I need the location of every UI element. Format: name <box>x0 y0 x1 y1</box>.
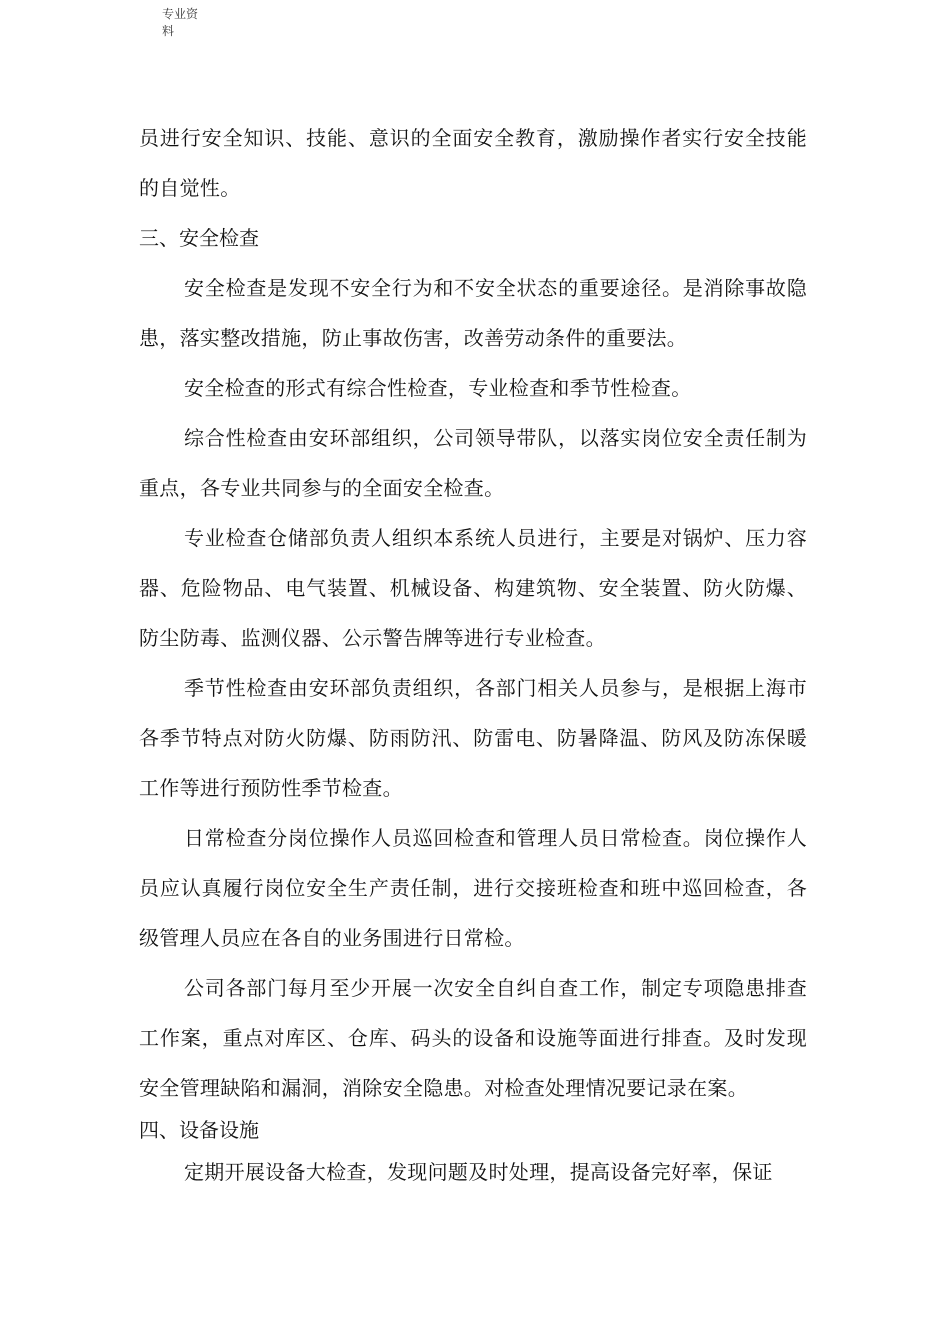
paragraph-education: 员进行安全知识、技能、意识的全面安全教育，激励操作者实行安全技能的自觉性。 <box>139 126 807 200</box>
paragraph-comprehensive-inspection: 综合性检查由安环部组织，公司领导带队，以落实岗位安全责任制为重点，各专业共同参与的全面安全检查。 <box>139 426 807 500</box>
paragraph-inspection-purpose: 安全检查是发现不安全行为和不安全状态的重要途径。是消除事故隐患，落实整改措施，防止事故伤害，改善劳动条件的重要法。 <box>139 276 807 350</box>
paragraph-daily-inspection: 日常检查分岗位操作人员巡回检查和管理人员日常检查。岗位操作人员应认真履行岗位安全生产责任制，进行交接班检查和班中巡回检查，各级管理人员应在各自的业务围进行日常检。 <box>139 826 807 950</box>
paragraph-equipment-check: 定期开展设备大检查，发现问题及时处理，提高设备完好率，保证 <box>184 1160 773 1184</box>
paragraph-professional-inspection: 专业检查仓储部负责人组织本系统人员进行，主要是对锅炉、压力容器、危险物品、电气装置、机械设备、构建筑物、安全装置、防火防爆、防尘防毒、监测仪器、公示警告牌等进行专业检查。 <box>139 526 807 650</box>
section-heading-equipment: 四、设备设施 <box>139 1118 259 1142</box>
header-tag: 专业资料 <box>162 7 199 38</box>
section-heading-safety-inspection: 三、安全检查 <box>139 226 259 250</box>
paragraph-self-inspection: 公司各部门每月至少开展一次安全自纠自查工作，制定专项隐患排查工作案，重点对库区、仓库、码头的设备和设施等面进行排查。及时发现安全管理缺陷和漏洞，消除安全隐患。对检查处理情况要记录在案。 <box>139 976 807 1100</box>
paragraph-inspection-forms: 安全检查的形式有综合性检查，专业检查和季节性检查。 <box>184 376 692 400</box>
document-body <box>139 113 807 1197</box>
paragraph-seasonal-inspection: 季节性检查由安环部负责组织，各部门相关人员参与，是根据上海市各季节特点对防火防爆、防雨防汛、防雷电、防暑降温、防风及防冻保暖工作等进行预防性季节检查。 <box>139 676 807 800</box>
